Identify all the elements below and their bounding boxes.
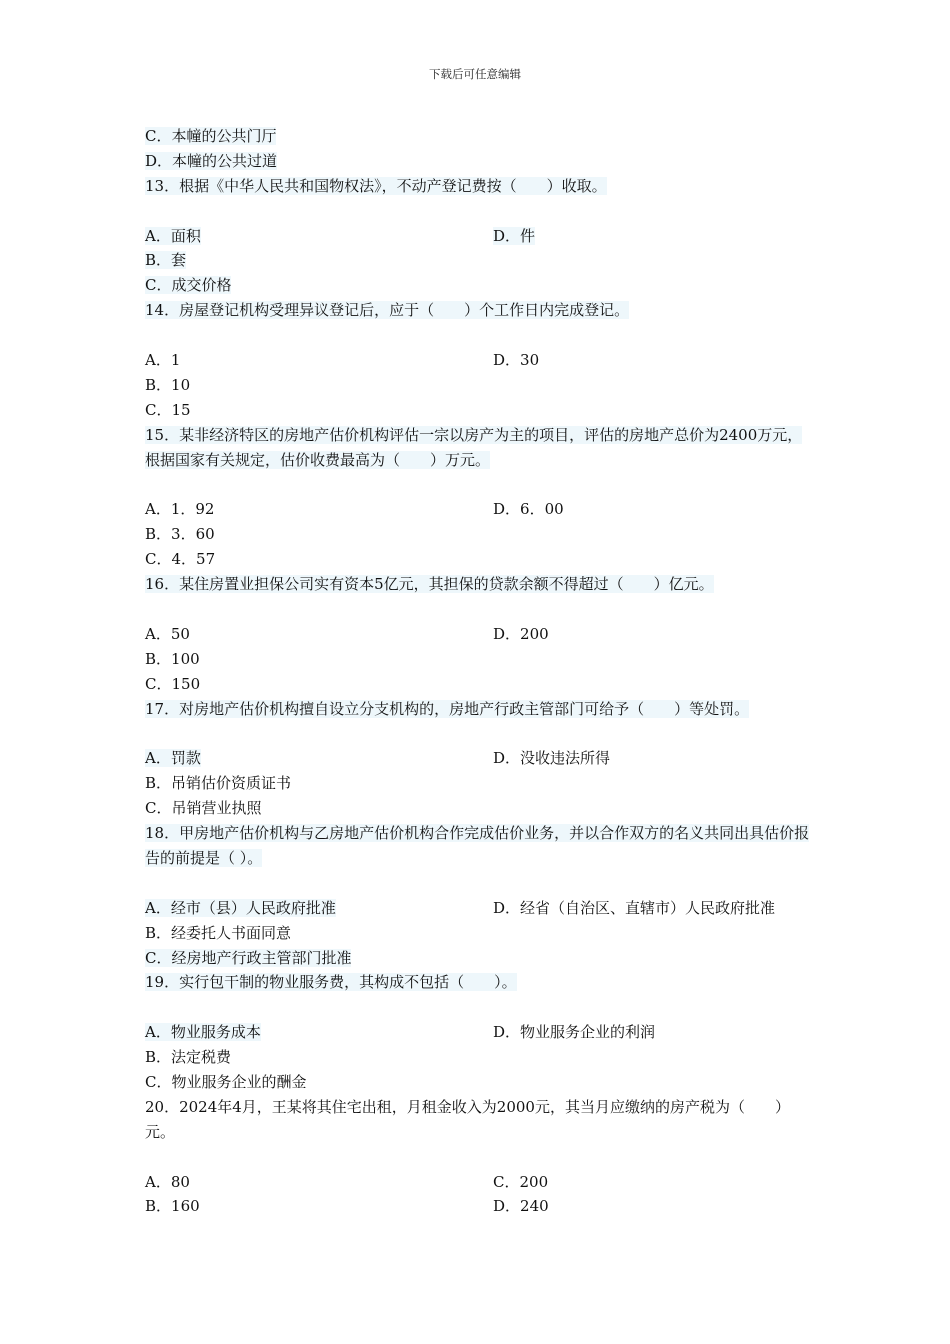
option: D．物业服务企业的利润 [493,1023,656,1042]
option: C．物业服务企业的酬金 [145,1072,307,1091]
question-13-options [145,224,810,299]
option: A．1．92 [145,500,215,519]
option: B．经委托人书面同意 [145,923,292,942]
option: A．物业服务成本 [145,1023,261,1042]
option: D．240 [493,1197,549,1216]
option-d-prev: D．本幢的公共过道 [145,151,278,170]
question-17-stem: 17．对房地产估价机构擅自设立分支机构的，房地产行政主管部门可给予（ ）等处罚。 [145,699,750,718]
option: D．件 [493,226,536,245]
page-header: 下载后可任意编辑 [429,67,521,81]
question-17-options [145,746,810,821]
option: C．15 [145,400,191,419]
question-18-stem: 18．甲房地产估价机构与乙房地产估价机构合作完成估价业务，并以合作双方的名义共同出具估价报告的前提是（ ）。 [145,824,810,867]
option: C．150 [145,674,201,693]
option: C．经房地产行政主管部门批准 [145,948,352,967]
option: C．4．57 [145,550,216,569]
option: B．100 [145,649,200,668]
question-14-stem: 14．房屋登记机构受理异议登记后，应于（ ）个工作日内完成登记。 [145,301,630,320]
question-14-options [145,348,810,423]
option: A．面积 [145,226,201,245]
option: A．80 [145,1172,190,1191]
option: C．200 [493,1172,549,1191]
option: B．套 [145,251,187,270]
option: D．没收违法所得 [493,749,611,768]
question-15-options [145,497,810,572]
question-19-stem: 19．实行包干制的物业服务费，其构成不包括（ ）。 [145,973,517,992]
option-c-prev: C．本幢的公共门厅 [145,127,277,145]
question-16-stem: 16．某住房置业担保公司实有资本5亿元，其担保的贷款余额不得超过（ ）亿元。 [145,575,714,594]
question-19-options [145,1020,810,1095]
question-16-options [145,622,810,697]
question-18-options [145,896,810,971]
option: A．罚款 [145,749,201,768]
question-20-stem: 20．2024年4月，王某将其住宅出租，月租金收入为2000元，其当月应缴纳的房产税为（ ）元。 [145,1097,790,1141]
option: B．10 [145,375,191,394]
question-list [145,124,810,1219]
option: D．200 [493,624,549,643]
option: A．50 [145,624,190,643]
option: B．3．60 [145,525,215,544]
question-20-options [145,1170,810,1220]
question-15-stem: 15．某非经济特区的房地产估价机构评估一宗以房产为主的项目，评估的房地产总价为2400万元，根据国家有关规定，估价收费最高为（ ）万元。 [145,425,803,469]
option: D．30 [493,351,540,370]
option: D．经省（自治区、直辖市）人民政府批准 [493,898,776,917]
option: B．160 [145,1197,200,1216]
option: B．吊销估价资质证书 [145,774,292,793]
option: C．吊销营业执照 [145,799,262,818]
option: A．1 [145,351,181,370]
option: B．法定税费 [145,1048,232,1067]
option: A．经市（县）人民政府批准 [145,898,336,917]
question-13-stem: 13．根据《中华人民共和国物权法》，不动产登记费按（ ）收取。 [145,176,607,195]
option: D．6．00 [493,500,564,519]
option: C．成交价格 [145,276,232,295]
